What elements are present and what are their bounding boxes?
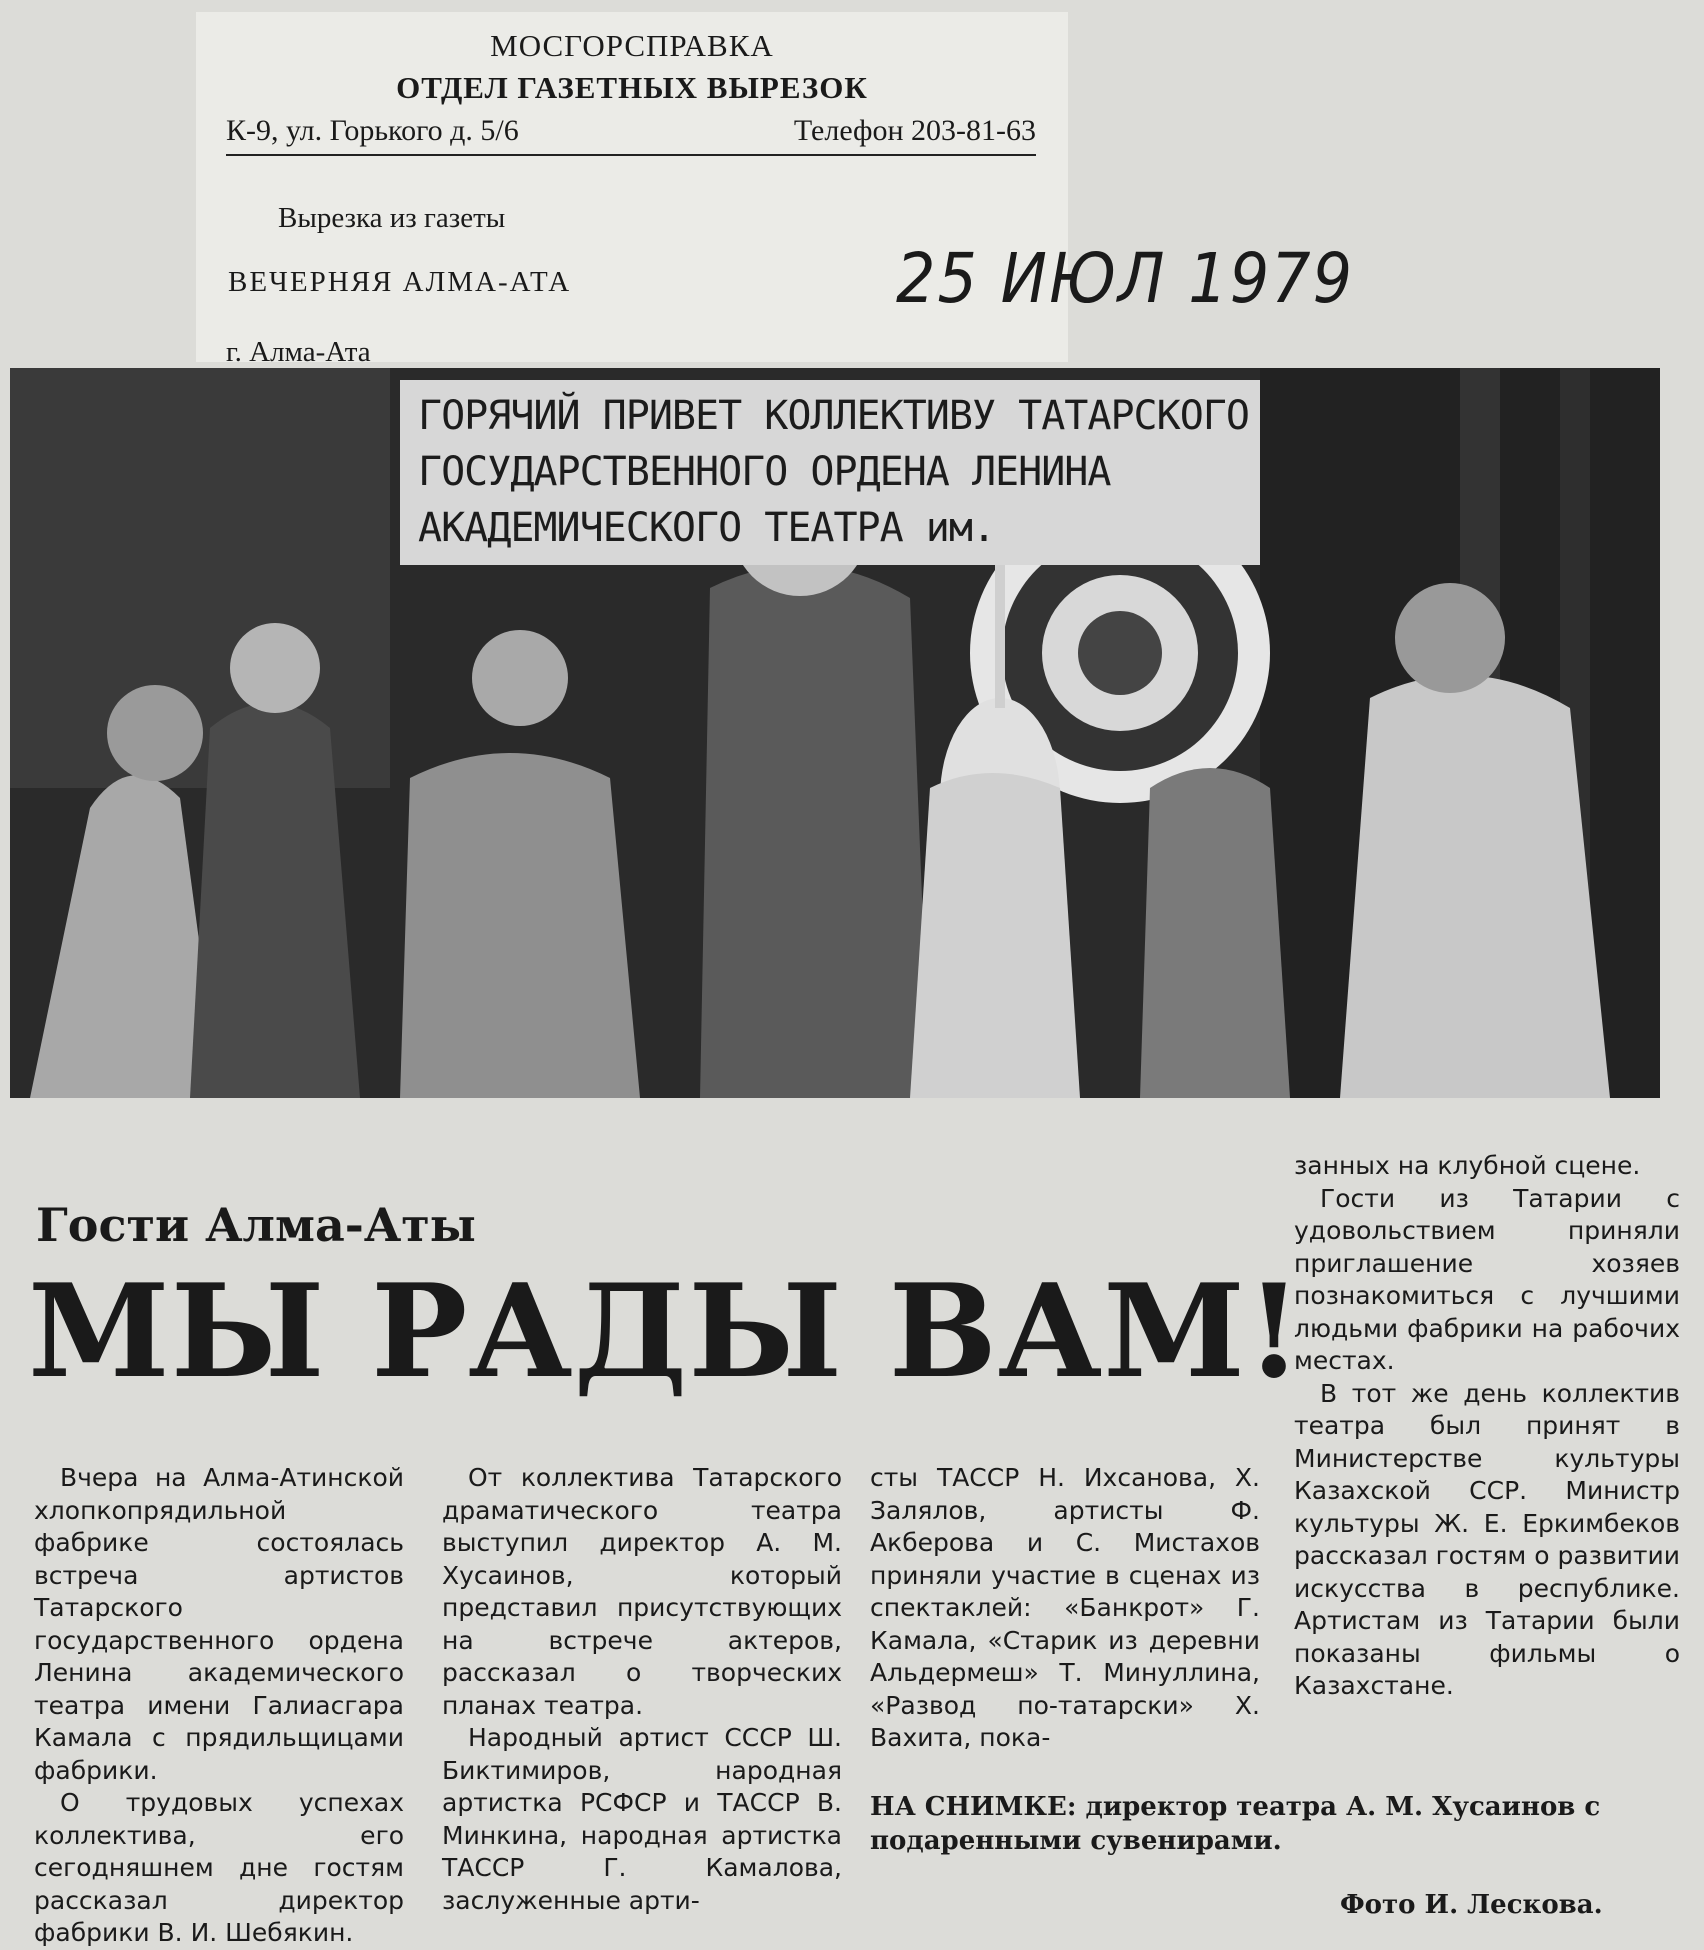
paragraph: Гости из Татарии с удовольствием приняли приглашение хозяев познакомиться с лучшими людьми фабрики на рабочих местах. [1294, 1183, 1680, 1375]
banner-line: ГОРЯЧИЙ ПРИВЕТ КОЛЛЕКТИВУ ТАТАРСКОГО [418, 393, 1249, 439]
clipping-stamp [196, 12, 1355, 368]
column-4 [1294, 1150, 1680, 1703]
newspaper-name: ВЕЧЕРНЯЯ АЛМА-АТА [228, 266, 572, 298]
article [0, 1100, 1704, 1947]
date-stamp: 25 ИЮЛ 1979 [896, 238, 1355, 319]
column-3 [870, 1462, 1260, 1755]
clipping-label: Вырезка из газеты [278, 202, 506, 234]
department-name: ОТДЕЛ ГАЗЕТНЫХ ВЫРЕЗОК [396, 70, 868, 105]
column-1 [34, 1462, 404, 1950]
banner-line: ГОСУДАРСТВЕННОГО ОРДЕНА ЛЕНИНА [418, 449, 1111, 495]
paragraph: занных на клубной сцене. [1294, 1151, 1641, 1180]
paragraph: Народный артист СССР Ш. Биктимиров, народная артистка РСФСР и ТАССР В. Минкина, народная артистка ТАССР Г. Камалова, заслуженные арти- [442, 1723, 842, 1915]
phone: Телефон 203-81-63 [793, 114, 1036, 147]
address-line [226, 114, 1036, 156]
paragraph: От коллектива Татарского драматического театра выступил директор А. М. Хусаинов, который представил присутствующих на встрече актеров, рассказал о творческих планах театра. [442, 1463, 842, 1720]
news-photo [10, 368, 1660, 1098]
city: г. Алма-Ата [226, 336, 371, 368]
paragraph: В тот же день коллектив театра был принят в Министерстве культуры Казахской ССР. Министр культуры Ж. Е. Еркимбеков рассказал гостям о развитии искусства в республике. Артистам из Татарии были показаны фильмы о Казахстане. [1294, 1378, 1680, 1700]
paragraph: О трудовых успехах коллектива, его сегодняшнем дне гостям рассказал директор фабрики В. И. Шебякин. [34, 1788, 404, 1947]
agency-name: МОСГОРСПРАВКА [490, 28, 774, 63]
banner-line: АКАДЕМИЧЕСКОГО ТЕАТРА им. [418, 505, 996, 551]
headline: МЫ РАДЫ ВАМ! [28, 1257, 1304, 1407]
address: К-9, ул. Горького д. 5/6 [226, 114, 519, 147]
photo-caption: НА СНИМКЕ: директор театра А. М. Хусаинов с подаренными сувенирами. [870, 1792, 1601, 1856]
paragraph: Вчера на Алма-Атинской хлопкопрядильной фабрике состоялась встреча артистов Татарского государственного ордена Ленина академического театра имени Галиасгара Камала с прядильщицами фабрики. [34, 1463, 404, 1785]
column-2 [442, 1462, 842, 1917]
paragraph: сты ТАССР Н. Ихсанова, Х. Залялов, артисты Ф. Акберова и С. Мистахов приняли участие в сценах из спектаклей: «Банкрот» Г. Камала, «Старик из деревни Альдермеш» Т. Минуллина, «Развод по-татарски» Х. Вахита, пока- [870, 1463, 1260, 1752]
rubric: Гости Алма-Аты [36, 1198, 476, 1252]
photo-credit: Фото И. Лескова. [1340, 1890, 1603, 1920]
photo-banner [400, 380, 1260, 565]
